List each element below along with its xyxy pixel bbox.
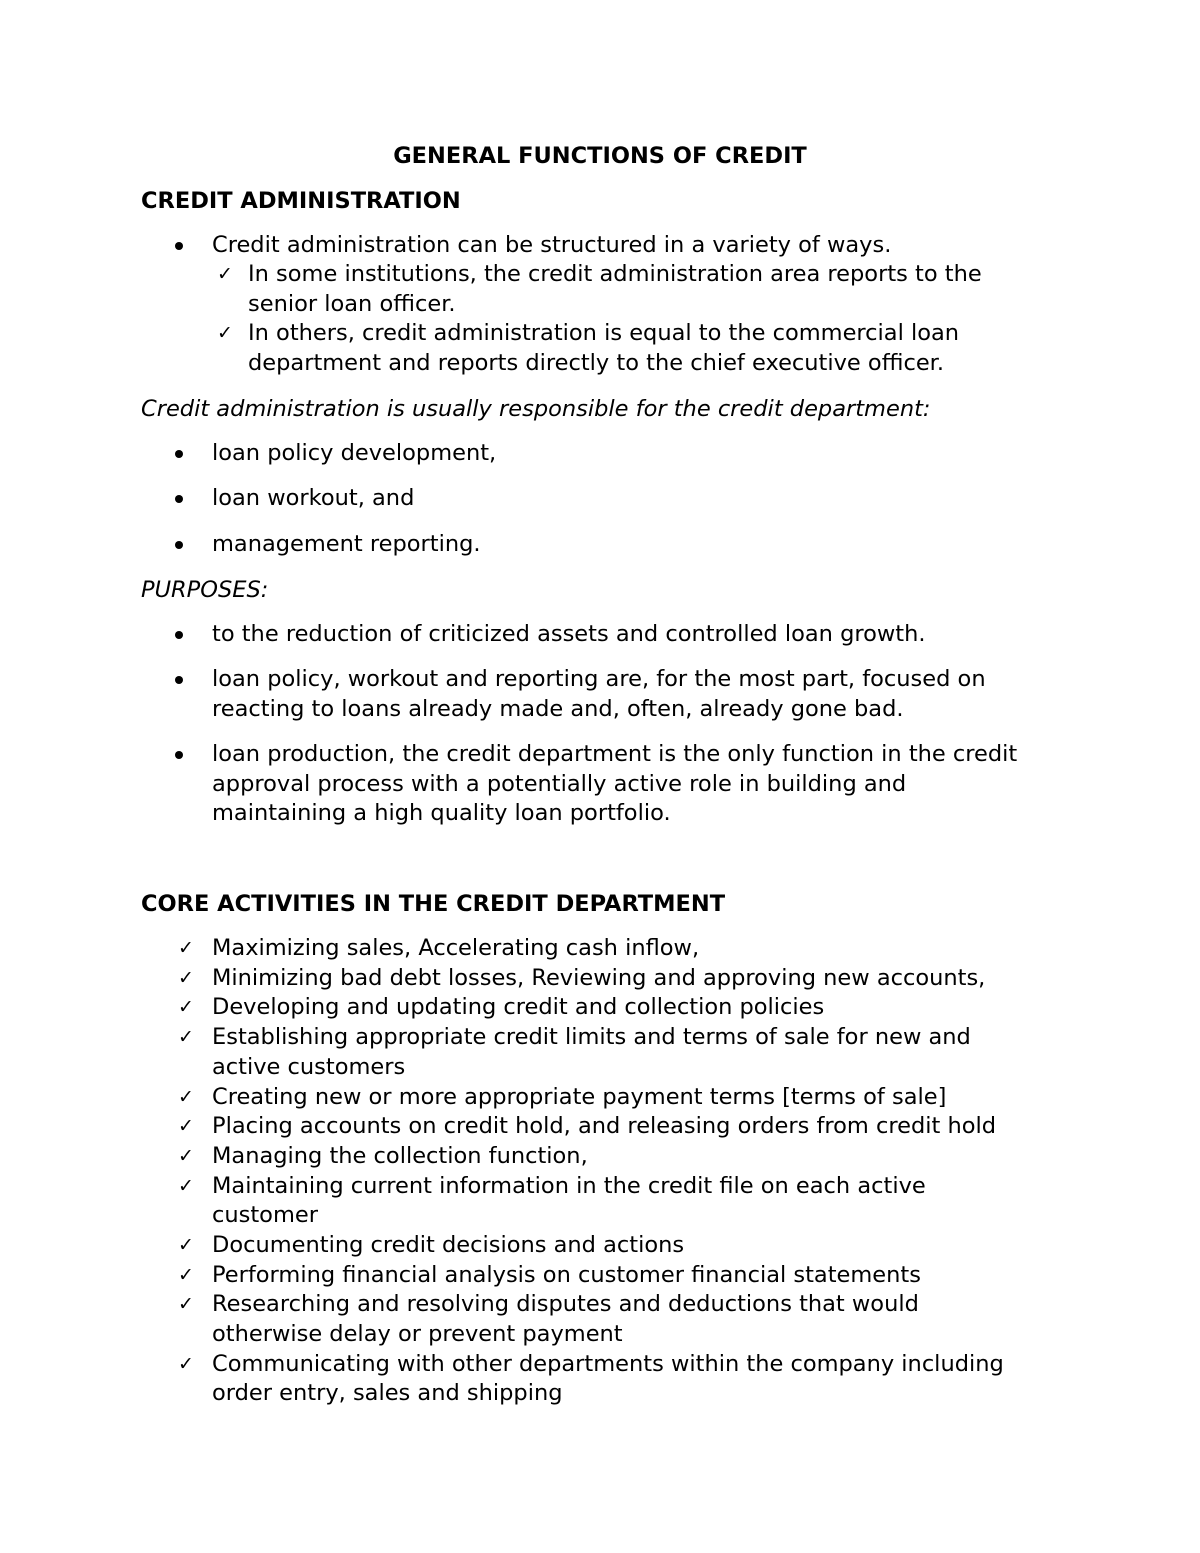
bullet-icon [175,450,183,458]
list-item-text: Performing financial analysis on customer financial statements [212,1261,921,1288]
list-item [0,1231,1200,1261]
checkmark-icon: ✓ [178,1263,194,1286]
list-item [0,260,1200,319]
list-item [0,993,1200,1023]
list-item [0,319,1200,378]
checkmark-icon: ✓ [178,1026,194,1049]
bullet-icon [175,751,183,759]
list-item-text: customer [212,1202,318,1229]
list-item-text: Developing and updating credit and collection policies [212,994,825,1021]
list-item-text: otherwise delay or prevent payment [212,1321,623,1348]
bullet-icon [175,676,183,684]
list-item [0,1290,1200,1349]
list-item [0,1350,1200,1409]
list-item [0,964,1200,994]
bullet-icon [175,242,183,250]
list-item-text: department and reports directly to the chief executive officer. [248,349,944,376]
list-item-text: loan production, the credit department is the only function in the credit [212,741,1018,767]
list-item-text: active customers [212,1053,406,1080]
checkmark-icon: ✓ [178,1293,194,1316]
list-item [0,1023,1200,1082]
list-item-text: Communicating with other departments within the company including [212,1350,1004,1377]
checkmark-icon: ✓ [178,1085,194,1108]
list-item [0,1261,1200,1291]
list-item-text: to the reduction of criticized assets and controlled loan growth. [212,621,926,647]
list-item-text: Researching and resolving disputes and deductions that would [212,1291,919,1318]
bullet-icon [175,631,183,639]
list-item-text: loan workout, and [212,485,415,511]
checkmark-icon: ✓ [178,937,194,959]
checkmark-icon: ✓ [217,322,233,344]
bullet-icon [175,495,183,503]
checkmark-icon: ✓ [178,966,194,989]
list-item-text: loan policy, workout and reporting are, for the most part, focused on [212,666,986,692]
purposes-label: PURPOSES: [141,577,269,603]
list-item-text: reacting to loans already made and, often, already gone bad. [212,695,904,722]
list-item [0,934,1200,964]
section-heading-credit-administration: CREDIT ADMINISTRATION [141,188,461,214]
list-item-text: approval process with a potentially active role in building and [212,770,907,797]
bullet-icon [175,541,183,549]
checkmark-icon: ✓ [178,996,194,1019]
responsibility-intro: Credit administration is usually responsible for the credit department: [141,396,931,422]
list-item-text: Maximizing sales, Accelerating cash inflow, [212,935,700,961]
list-item-text: Documenting credit decisions and actions [212,1232,685,1258]
list-item [0,665,1200,724]
list-item-text: Establishing appropriate credit limits and terms of sale for new and [212,1024,971,1051]
list-item-text: Creating new or more appropriate payment terms [terms of sale] [212,1083,947,1110]
list-item-text: senior loan officer. [248,290,456,317]
checkmark-icon: ✓ [178,1174,194,1197]
list-item-text: Placing accounts on credit hold, and releasing orders from credit hold [212,1113,997,1140]
checkmark-icon: ✓ [178,1234,194,1256]
checkmark-icon: ✓ [217,263,233,285]
list-item-text: maintaining a high quality loan portfolio. [212,800,671,827]
list-item [0,1172,1200,1231]
list-item-text: order entry, sales and shipping [212,1380,563,1407]
list-item [0,1142,1200,1172]
list-item [0,620,1200,650]
list-item [0,1083,1200,1113]
list-item-text: In some institutions, the credit administration area reports to the [248,261,982,287]
list-item [0,740,1200,829]
list-item [0,1112,1200,1142]
checkmark-icon: ✓ [178,1144,194,1167]
checkmark-icon: ✓ [178,1115,194,1138]
checkmark-icon: ✓ [178,1352,194,1375]
list-item-text: Managing the collection function, [212,1142,588,1169]
list-item-text: Maintaining current information in the credit file on each active [212,1172,926,1199]
section-heading-core-activities: CORE ACTIVITIES IN THE CREDIT DEPARTMENT [141,891,726,917]
list-item-text: loan policy development, [212,440,497,466]
bullet-text: Credit administration can be structured in a variety of ways. [212,232,892,258]
document-title: GENERAL FUNCTIONS OF CREDIT [393,143,807,169]
list-item-text: Minimizing bad debt losses, Reviewing and approving new accounts, [212,964,986,991]
list-item-text: In others, credit administration is equal to the commercial loan [248,320,960,346]
list-item-text: management reporting. [212,531,481,557]
